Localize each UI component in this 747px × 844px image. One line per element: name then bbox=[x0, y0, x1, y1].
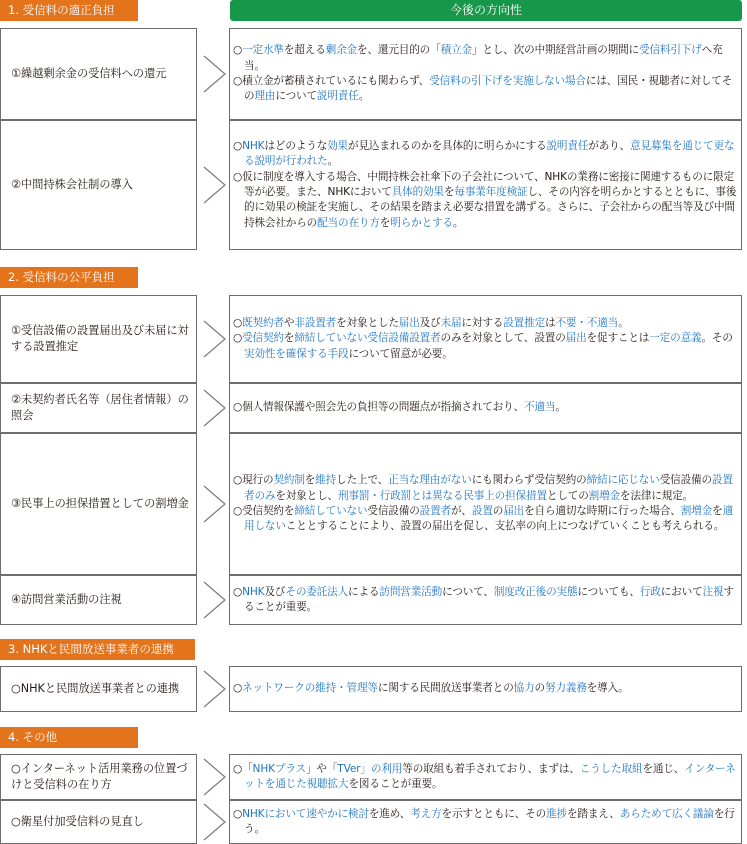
body-text: を自ら適切な時期に行った場合、 bbox=[524, 505, 681, 517]
item-label bbox=[0, 800, 197, 844]
body-text: 。 bbox=[618, 316, 629, 329]
highlight-text: 刑事罰・行政罰とは異なる民事上の担保措置 bbox=[338, 489, 547, 502]
highlight-text: 剰余金 bbox=[325, 44, 357, 57]
arrow-right-icon bbox=[203, 320, 227, 358]
body-text: 」や「 bbox=[305, 762, 338, 775]
direction-box bbox=[229, 666, 742, 712]
body-text: ○現行の bbox=[233, 474, 274, 487]
body-text: ○ bbox=[233, 139, 243, 152]
direction-box bbox=[229, 800, 742, 844]
item-label-text: ②中間持株会社制の導入 bbox=[11, 178, 133, 191]
highlight-text: その委託法人 bbox=[285, 585, 349, 598]
body-text: を、還元目的の「 bbox=[357, 44, 441, 57]
highlight-text: NHKにおいて速やかに検討 bbox=[242, 807, 369, 820]
arrow-right-icon bbox=[203, 485, 227, 523]
section-header: 2. 受信料の公平負担 bbox=[0, 267, 138, 288]
highlight-text: NHKプラス bbox=[252, 762, 306, 775]
item-label-text: ○衛星付加受信料の見直し bbox=[11, 815, 144, 828]
body-text: を bbox=[283, 332, 295, 345]
item-label bbox=[0, 575, 197, 625]
highlight-text: あらためて広く議論 bbox=[619, 807, 714, 820]
highlight-text: 受信料の引下げを実施しない場合 bbox=[429, 75, 586, 87]
highlight-text: 協力 bbox=[513, 682, 535, 695]
body-text: を進め、 bbox=[368, 807, 411, 820]
direction-box bbox=[229, 120, 742, 250]
body-text: が見込まれるのかを具体的に明らかにする bbox=[348, 139, 547, 152]
highlight-text: 注視 bbox=[702, 585, 724, 598]
direction-box bbox=[229, 383, 742, 433]
item-label bbox=[0, 295, 197, 383]
body-text: による bbox=[348, 585, 380, 598]
body-text: を法律に規定。 bbox=[620, 489, 694, 502]
direction-paragraph bbox=[233, 170, 737, 232]
direction-paragraph bbox=[233, 331, 737, 362]
body-text: ○ bbox=[233, 44, 243, 57]
body-text: は bbox=[545, 316, 556, 329]
body-text: ○ bbox=[233, 682, 243, 695]
direction-paragraph bbox=[233, 139, 737, 170]
body-text: についても、 bbox=[577, 585, 640, 598]
body-text: 。 bbox=[358, 90, 370, 103]
highlight-text: 割増金 bbox=[588, 489, 621, 502]
body-text: ○ bbox=[233, 332, 243, 345]
highlight-text: 受信料引下げ bbox=[639, 44, 702, 57]
body-text: において bbox=[660, 585, 703, 598]
body-text: し、その内容を明らかとするとともに、事後的に効果の検証を実施し、その結果を踏まえ必要な措置を講ずる。さらに、子会社からの配当等及び中間持株会社からの bbox=[244, 186, 737, 229]
body-text: 。その bbox=[701, 332, 733, 345]
highlight-text: 説明責任 bbox=[546, 139, 589, 152]
direction-box bbox=[229, 754, 742, 800]
body-text: 」とし、次の中期経営計画の期間に bbox=[471, 44, 640, 57]
highlight-text: 積立金 bbox=[440, 44, 472, 57]
item-label-text: ②未契約者氏名等（居住者情報）の照会 bbox=[11, 393, 189, 422]
highlight-text: 設置推定 bbox=[503, 316, 546, 329]
section-header: 1. 受信料の適正負担 bbox=[0, 0, 138, 21]
direction-box bbox=[229, 28, 742, 120]
body-text: へ充当。 bbox=[244, 44, 723, 72]
highlight-text: 不要・不適当 bbox=[555, 316, 619, 329]
highlight-text: 設置者のみ bbox=[244, 474, 733, 502]
highlight-text: 説明責任 bbox=[316, 90, 359, 103]
body-text: にも関わらず受信契約の bbox=[471, 474, 587, 487]
body-text: を図ることが重要。 bbox=[348, 778, 443, 790]
item-label-text: ④訪問営業活動の注視 bbox=[11, 593, 122, 606]
item-label-text: ○NHKと民間放送事業者との連携 bbox=[11, 682, 180, 695]
direction-header: 今後の方向性 bbox=[230, 0, 742, 21]
item-label-text: ③民事上の担保措置としての割増金 bbox=[11, 497, 189, 510]
body-text: に対する bbox=[461, 316, 504, 329]
direction-paragraph bbox=[233, 807, 737, 838]
arrow-right-icon bbox=[203, 803, 227, 841]
highlight-text: ネットワークの維持・管理等 bbox=[242, 682, 378, 695]
item-label bbox=[0, 754, 197, 800]
body-text: を対象とした bbox=[336, 316, 399, 329]
highlight-text: 正当な理由がない bbox=[388, 474, 472, 487]
highlight-text: 行政 bbox=[639, 585, 661, 598]
highlight-text: 受信契約 bbox=[242, 332, 284, 345]
body-text: 等の取組も着手されており、まずは、 bbox=[402, 762, 580, 775]
direction-box bbox=[229, 575, 742, 625]
highlight-text: 努力義務 bbox=[545, 682, 587, 695]
body-text: を通じ、 bbox=[642, 762, 685, 775]
direction-paragraph bbox=[233, 585, 737, 616]
highlight-text: 届出 bbox=[398, 316, 420, 329]
highlight-text: 設置者 bbox=[419, 505, 451, 517]
arrow-right-icon bbox=[203, 389, 227, 427]
body-text: することが重要。 bbox=[244, 585, 734, 613]
body-text: を bbox=[379, 216, 391, 229]
item-label bbox=[0, 28, 197, 120]
body-text: ○ bbox=[233, 807, 243, 820]
body-text: を bbox=[304, 474, 316, 487]
body-text: 及び bbox=[264, 585, 286, 598]
highlight-text: 契約制 bbox=[273, 474, 305, 487]
highlight-text: NHK bbox=[242, 139, 265, 152]
direction-paragraph bbox=[233, 504, 737, 535]
body-text: ○仮に制度を導入する場合、中間持株会社傘下の子会社について、NHKの業務に密接に関連するものに限定等が必要。また、NHKにおいて bbox=[233, 170, 735, 198]
direction-box bbox=[229, 295, 742, 383]
highlight-text: 未届 bbox=[440, 316, 462, 329]
body-text: ○積立金が蓄積されているにも関わらず、 bbox=[233, 75, 430, 87]
item-label bbox=[0, 120, 197, 250]
direction-paragraph bbox=[233, 473, 737, 504]
body-text: 。 bbox=[327, 155, 339, 168]
direction-paragraph bbox=[233, 762, 737, 793]
highlight-text: 効果 bbox=[327, 139, 349, 152]
body-text: 受信設備の bbox=[659, 474, 712, 487]
highlight-text: 意見募集を通じて更なる説明が行われた bbox=[244, 139, 735, 168]
body-text: ○個人情報保護や照会先の負担等の問題点が指摘されており、 bbox=[233, 401, 525, 414]
body-text: には、国民・視聴者に対してその bbox=[244, 75, 733, 103]
body-text: としての bbox=[546, 489, 589, 502]
body-text: こととすることにより、設置の届出を促し、支払率の向上につなげていくことも考えられる。 bbox=[285, 520, 725, 533]
body-text: 。 bbox=[452, 216, 464, 229]
body-text: を踏まえ、 bbox=[566, 807, 620, 820]
highlight-text: 届出 bbox=[503, 505, 525, 517]
body-text: を bbox=[443, 186, 455, 198]
direction-paragraph bbox=[233, 681, 737, 696]
highlight-text: インターネットを通じた視聴拡大 bbox=[244, 762, 736, 790]
highlight-text: 届出 bbox=[565, 332, 587, 345]
body-text: はどのような bbox=[264, 139, 328, 152]
direction-paragraph bbox=[233, 74, 737, 105]
highlight-text: 考え方 bbox=[410, 807, 442, 820]
arrow-right-icon bbox=[203, 670, 227, 708]
arrow-right-icon bbox=[203, 55, 227, 93]
direction-paragraph bbox=[233, 400, 737, 415]
body-text: ○受信契約を bbox=[233, 505, 295, 517]
item-label-text: ①受信設備の設置届出及び未届に対する設置推定 bbox=[11, 324, 189, 353]
highlight-text: 不適当 bbox=[524, 401, 556, 414]
highlight-text: 締結していない受信設備設置者 bbox=[294, 332, 441, 345]
highlight-text: 既契約者 bbox=[242, 316, 284, 329]
highlight-text: 非設置者 bbox=[294, 316, 337, 329]
body-text: を行う。 bbox=[244, 807, 735, 835]
highlight-text: 理由 bbox=[254, 90, 276, 103]
highlight-text: 設置 bbox=[471, 505, 493, 517]
highlight-text: 適用しない bbox=[244, 505, 734, 533]
highlight-text: 具体的効果 bbox=[391, 186, 444, 198]
direction-box bbox=[229, 433, 742, 575]
body-text: の bbox=[534, 682, 545, 695]
body-text: が、 bbox=[450, 505, 472, 517]
highlight-text: 配当の在り方 bbox=[317, 216, 380, 229]
highlight-text: 毎事業年度検証 bbox=[454, 186, 528, 198]
highlight-text: 一定の意義 bbox=[649, 332, 702, 345]
item-label-text: ○インターネット活用業務の位置づけと受信料の在り方 bbox=[11, 762, 188, 791]
body-text: を対象とし、 bbox=[275, 489, 339, 502]
highlight-text: 明らかとする bbox=[390, 216, 453, 229]
body-text: を促すことは bbox=[586, 332, 650, 345]
body-text: を超える bbox=[283, 44, 326, 57]
item-label-text: ①繰越剰余金の受信料への還元 bbox=[11, 67, 167, 80]
body-text: ○ bbox=[233, 316, 243, 329]
highlight-text: 制度改正後の実態 bbox=[493, 585, 578, 598]
highlight-text: 実効性を確保する手段 bbox=[244, 347, 349, 360]
body-text: の bbox=[492, 505, 504, 517]
body-text: について、 bbox=[442, 585, 494, 598]
highlight-text: 進捗 bbox=[546, 807, 567, 820]
section-header: 4. その他 bbox=[0, 727, 138, 748]
arrow-right-icon bbox=[203, 758, 227, 796]
highlight-text: こうした取組 bbox=[579, 762, 643, 775]
body-text: のみを対象として、設置の bbox=[440, 332, 566, 345]
body-text: 及び bbox=[419, 316, 441, 329]
highlight-text: 維持 bbox=[315, 474, 337, 487]
item-label bbox=[0, 666, 197, 712]
body-text: ○「 bbox=[233, 762, 253, 775]
highlight-text: NHK bbox=[242, 585, 265, 598]
body-text: 。 bbox=[555, 401, 566, 414]
body-text: があり、 bbox=[588, 139, 631, 152]
body-text: に関する民間放送事業者との bbox=[377, 682, 514, 695]
body-text: 受信設備の bbox=[367, 505, 420, 517]
body-text: を導入。 bbox=[586, 682, 629, 695]
body-text: ○ bbox=[233, 585, 243, 598]
highlight-text: TVer」の利用 bbox=[337, 762, 403, 775]
highlight-text: 締結していない bbox=[294, 505, 368, 517]
highlight-text: 一定水準 bbox=[242, 44, 284, 57]
body-text: や bbox=[283, 316, 295, 329]
item-label bbox=[0, 433, 197, 575]
body-text: について bbox=[275, 90, 317, 103]
body-text: について留意が必要。 bbox=[348, 347, 453, 360]
body-text: した上で、 bbox=[336, 474, 389, 487]
item-label bbox=[0, 383, 197, 433]
highlight-text: 締結に応じない bbox=[586, 474, 660, 487]
highlight-text: 割増金 bbox=[680, 505, 713, 517]
direction-paragraph bbox=[233, 43, 737, 74]
direction-paragraph bbox=[233, 316, 737, 331]
arrow-right-icon bbox=[203, 581, 227, 619]
section-header: 3. NHKと民間放送事業者の連携 bbox=[0, 639, 195, 660]
highlight-text: 訪問営業活動 bbox=[379, 585, 443, 598]
arrow-right-icon bbox=[203, 166, 227, 204]
body-text: を示すとともに、その bbox=[441, 807, 547, 820]
body-text: を bbox=[712, 505, 723, 517]
